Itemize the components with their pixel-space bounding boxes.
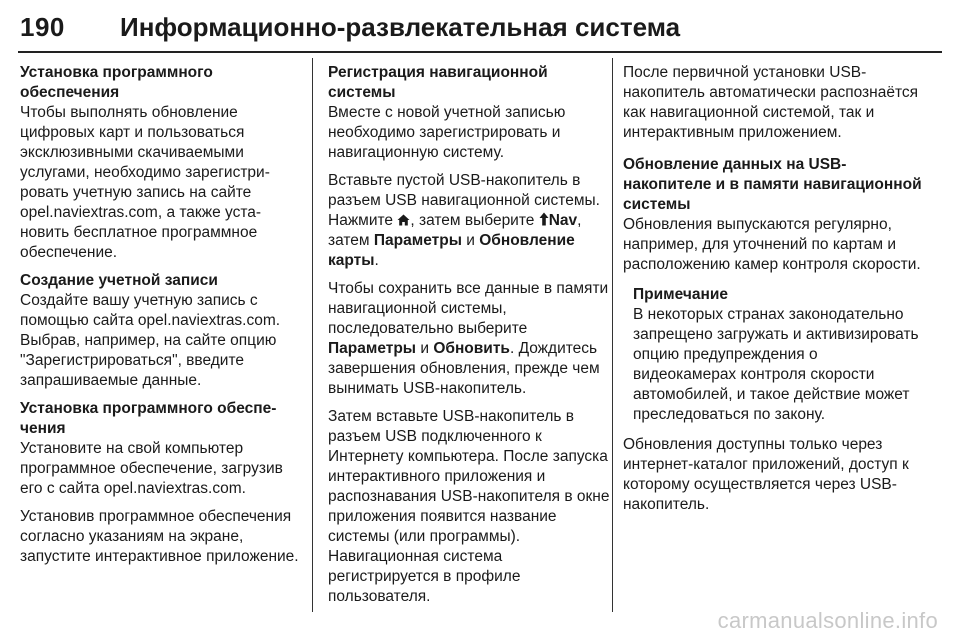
text-run: Вставьте пустой USB-накопитель в разъем USB навигационной системы. Нажмите [328,172,600,229]
text-run: , затем выберите [410,212,539,229]
text-run: , затем [328,212,582,249]
text-run: и [461,232,480,249]
section-register-navigation [328,63,610,163]
column-1 [20,63,304,575]
text-run: Чтобы сохранить все данные в памяти навигационной системы, последовательно выберите [328,280,609,337]
section-text: Установите на свой компьютер программное обеспечение, загрузив его с сайта opel.naviextras.com. [20,440,283,497]
nav-label: Nav [548,212,578,229]
text-run: . [374,252,379,269]
page-header [18,8,942,52]
menu-label-parameters: Параметры [328,340,417,357]
note-heading: Примечание [633,286,728,303]
section-heading: Создание учетной записи [20,272,218,289]
page-title: Информационно-развлекательная система [120,12,681,42]
paragraph-auto-recognition: После первичной установки USB-накопитель автоматически распознаётся как навигационной системой, так и интерактивным приложением. [623,64,919,141]
section-text: Обновления выпускаются регулярно, например, для уточнений по картам и расположению камер контроля скорости. [623,216,921,273]
paragraph-insert-usb [328,171,610,271]
text-run: . Дождитесь завершения обновления, прежде чем вынимать USB-накопитель. [328,340,600,397]
section-text: Чтобы выполнять обновление цифровых карт и пользоваться эксклюзивными скачиваемыми услугами, необходимо зарегистрировать учетную запись на сайте opel.naviextras.com, а также установить бесплатное программное обеспечение. [20,104,270,261]
menu-label-update: Обновить [433,340,510,357]
home-icon [397,212,410,229]
watermark: carmanualsonline.info [717,608,938,633]
column-3 [623,63,923,523]
section-update-data [623,155,923,275]
section-heading: Установка программного обеспечения [20,400,277,437]
navigation-arrow-icon [539,212,549,229]
column-2 [328,63,610,615]
section-install-program [20,399,304,567]
section-install-software [20,63,304,263]
paragraph-updates-availability: Обновления доступны только через интернет-каталог приложений, доступ к которому осуществляется через USB-накопитель. [623,436,909,513]
paragraph-connect-computer: Затем вставьте USB-накопитель в разъем USB подключенного к Интернету компьютера. После запуска интерактивного приложения и распознавания USB-накопителя в окне приложения появится название системы (или программы). Навигационная система регистрируется в профиле пользователя. [328,408,610,605]
page-number: 190 [20,12,65,42]
header-rule [18,51,942,53]
section-text: Установив программное обеспечения согласно указаниям на экране, запустите интерактивное приложение. [20,508,299,565]
section-heading: Регистрация навигационной системы [328,64,548,101]
menu-label-parameters: Параметры [373,232,462,249]
menu-label-update-maps: Обновление карты [328,232,575,269]
paragraph-save-data [328,279,610,399]
section-create-account [20,271,304,391]
text-run: и [416,340,434,357]
section-heading: Обновление данных на USB-накопителе и в памяти навигационной системы [623,156,922,213]
note-text: В некоторых странах законодательно запрещено загружать и активизировать опцию предупреждения о видеокамерах контроля скорости автомобилей, и такое действие может преследоваться по закону. [633,306,919,423]
section-text: Создайте вашу учетную запись с помощью сайта opel.naviextras.com. Выбрав, например, на сайте опцию "Зарегистрироваться", введите запрашиваемые данные. [20,292,281,389]
note-block [633,285,923,425]
section-heading: Установка программного обеспечения [20,64,213,101]
section-text: Вместе с новой учетной записью необходимо зарегистрировать и навигационную систему. [328,104,566,161]
column-divider-1 [312,58,313,612]
column-divider-2 [612,58,613,612]
